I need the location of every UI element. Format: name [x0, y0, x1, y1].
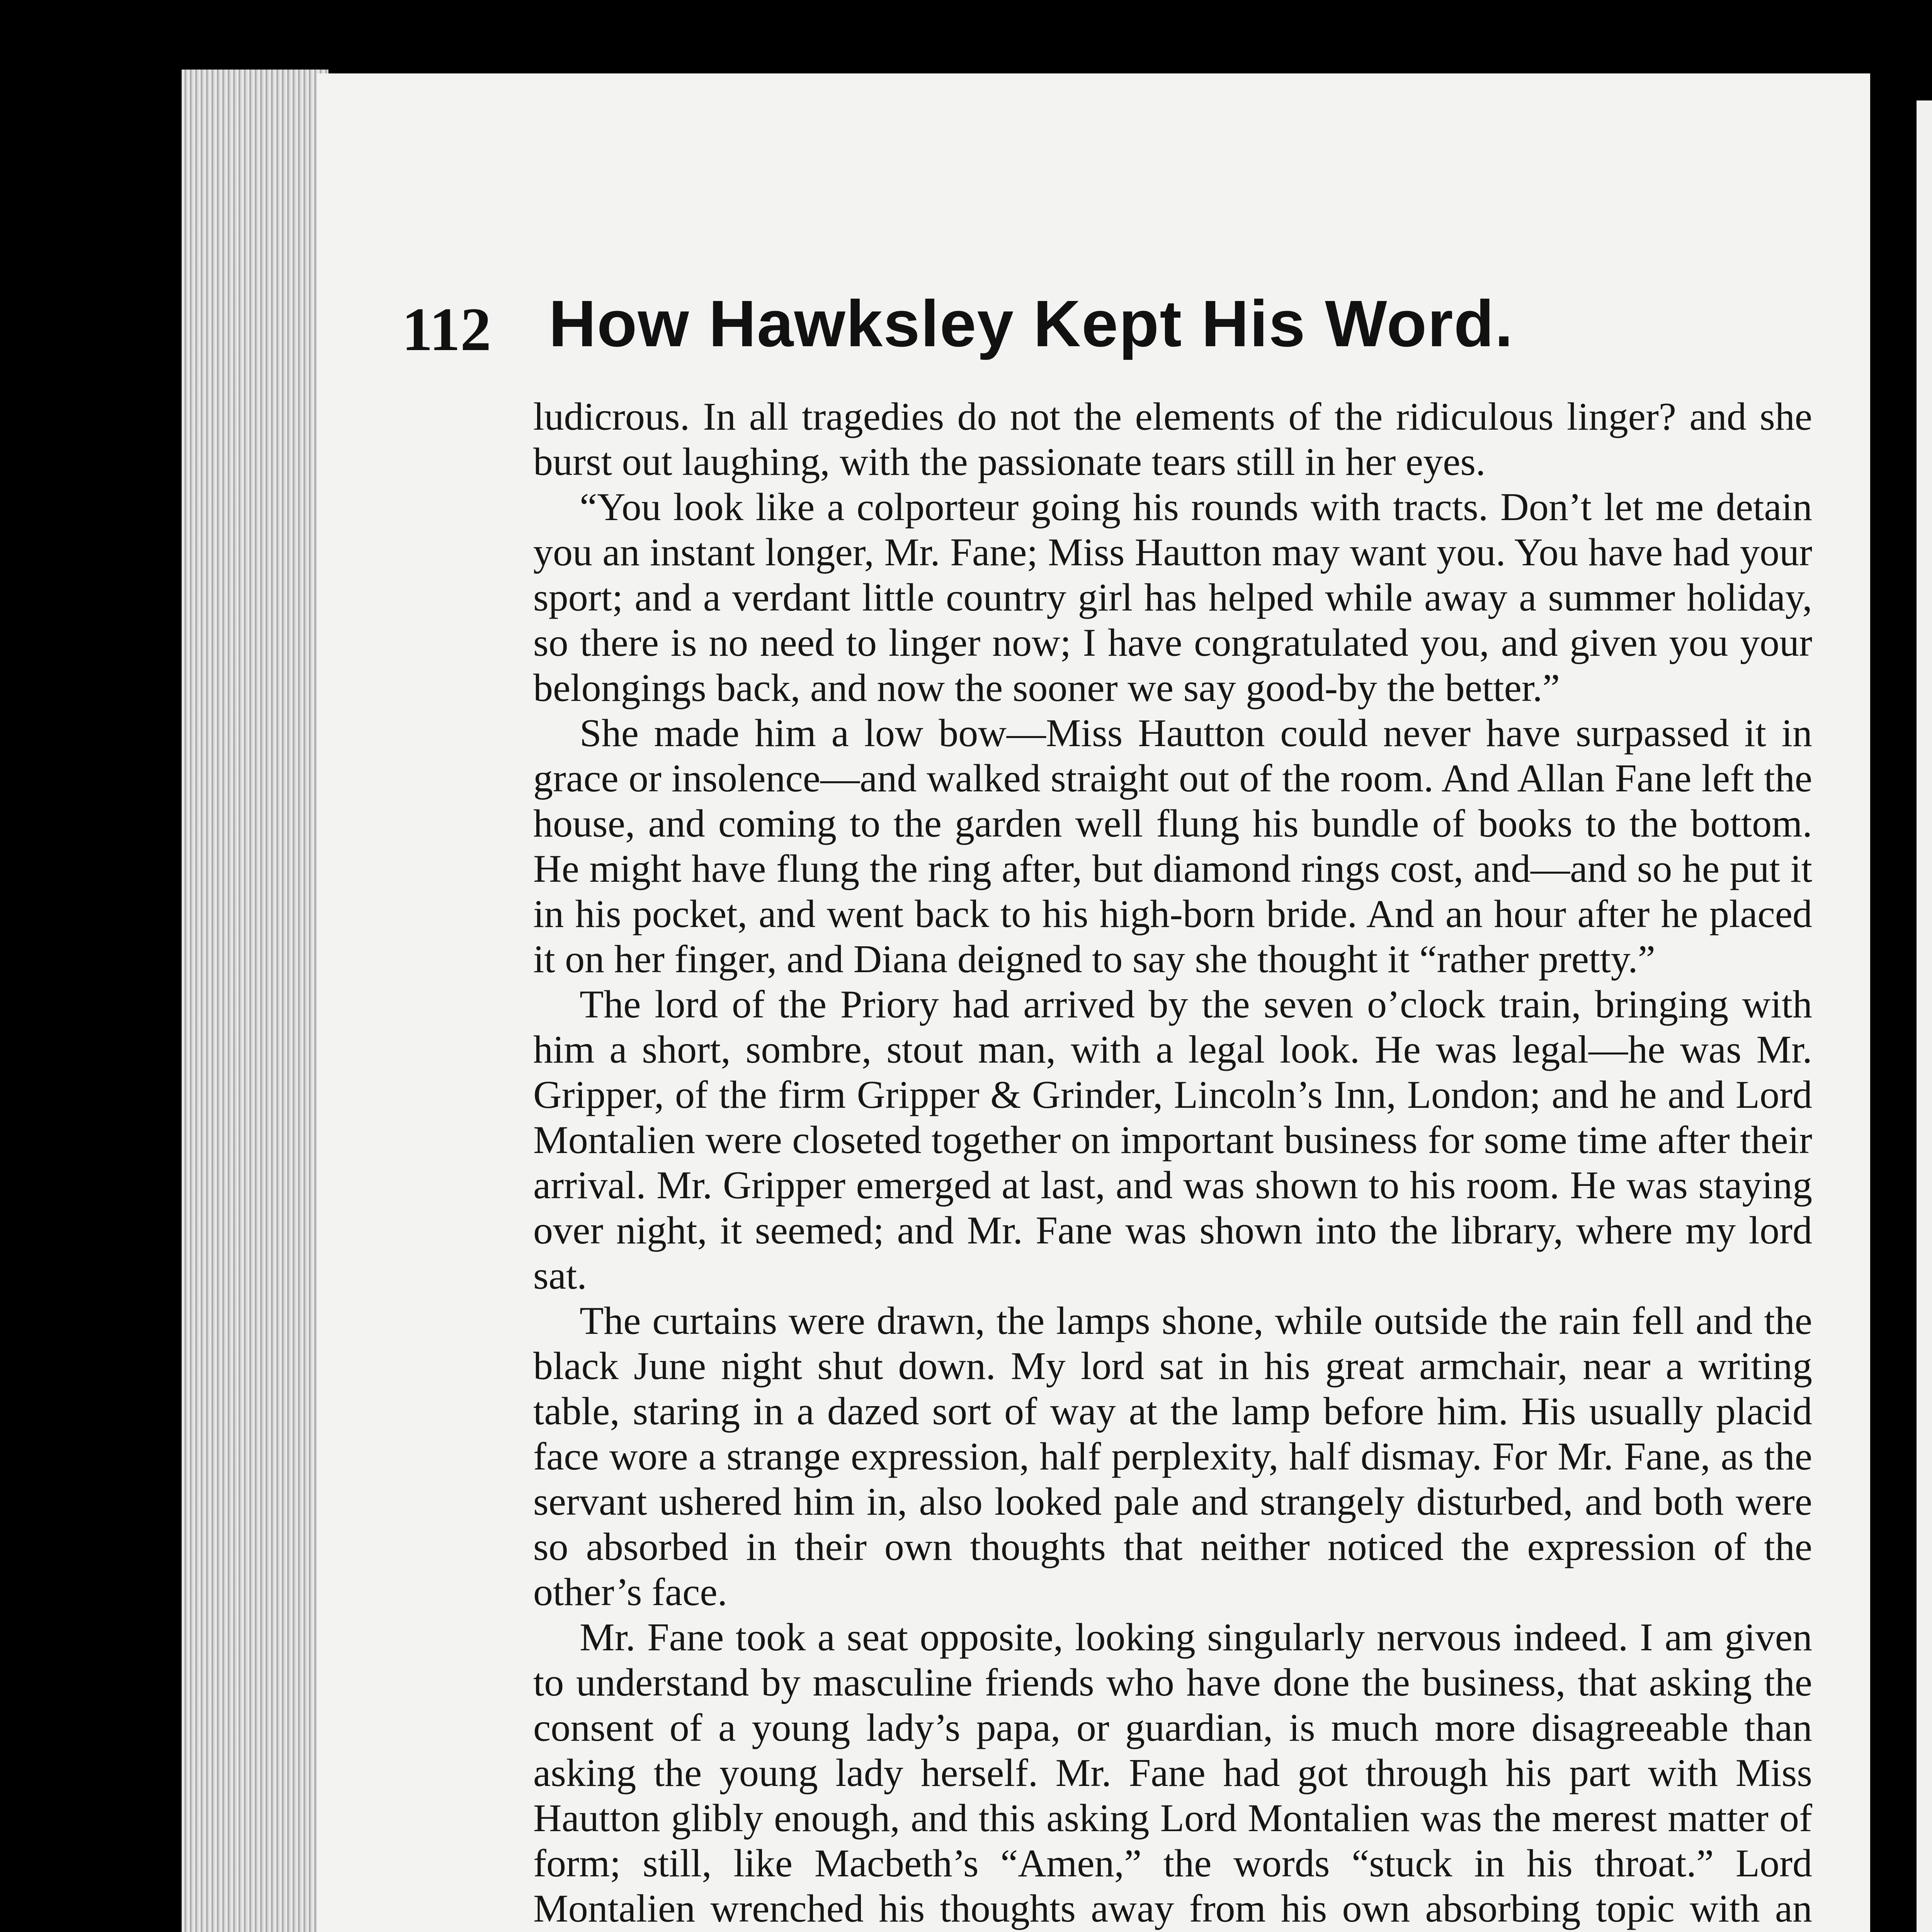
page-number: 112 [402, 295, 492, 364]
body-text [533, 394, 1812, 1932]
next-page-strip [1917, 100, 1932, 1932]
paragraph: The lord of the Priory had arrived by the seven o’clock train, bringing with him a short, sombre, stout man, with a legal look. He was legal—he was Mr. Gripper, of the firm Gripper & Grinder, Lincoln’s Inn, London; and he and Lord Montalien were closeted together on important business for some time after their arrival. Mr. Gripper emerged at last, and was shown to his room. He was staying over night, it seemed; and Mr. Fane was shown into the library, where my lord sat. [533, 983, 1812, 1298]
paragraph: She made him a low bow—Miss Hautton could never have surpassed it in grace or insolence—and walked straight out of the room. And Allan Fane left the house, and coming to the garden well flung his bundle of books to the bottom. He might have flung the ring after, but diamond rings cost, and—and so he put it in his pocket, and went back to his high-born bride. And an hour after he placed it on her finger, and Diana deigned to say she thought it “rather pretty.” [533, 711, 1812, 981]
paragraph: “You look like a colporteur going his rounds with tracts. Don’t let me detain you an instant longer, Mr. Fane; Miss Hautton may want you. You have had your sport; and a verdant little country girl has helped while away a summer holiday, so there is no need to linger now; I have congratulated you, and given you your belongings back, and now the sooner we say good-by the better.” [533, 485, 1812, 710]
page-header [402, 286, 1832, 375]
paragraph: The curtains were drawn, the lamps shone, while outside the rain fell and the black June night shut down. My lord sat in his great armchair, near a writing table, staring in a dazed sort of way at the lamp before him. His usually placid face wore a strange expression, half perplexity, half dismay. For Mr. Fane, as the servant ushered him in, also looked pale and strangely disturbed, and both were so absorbed in their own thoughts that neither noticed the expression of the other’s face. [533, 1299, 1812, 1614]
paragraph: ludicrous. In all tragedies do not the elements of the ridiculous linger? and she burst out laughing, with the passionate tears still in her eyes. [533, 395, 1812, 484]
paragraph: Mr. Fane took a seat opposite, looking singularly nervous indeed. I am given to understand by masculine friends who have done the business, that asking the consent of a young lady’s papa, or guardian, is much more disagreeable than asking the young lady herself. Mr. Fane had got through his part with Miss Hautton glibly enough, and this asking Lord Montalien was the merest matter of form; still, like Macbeth’s “Amen,” the words “stuck in his throat.” Lord Montalien wrenched his thoughts away from his own absorbing topic with an [533, 1616, 1812, 1930]
running-title: How Hawksley Kept His Word. [549, 287, 1514, 361]
page-edge-stack [182, 70, 328, 1932]
